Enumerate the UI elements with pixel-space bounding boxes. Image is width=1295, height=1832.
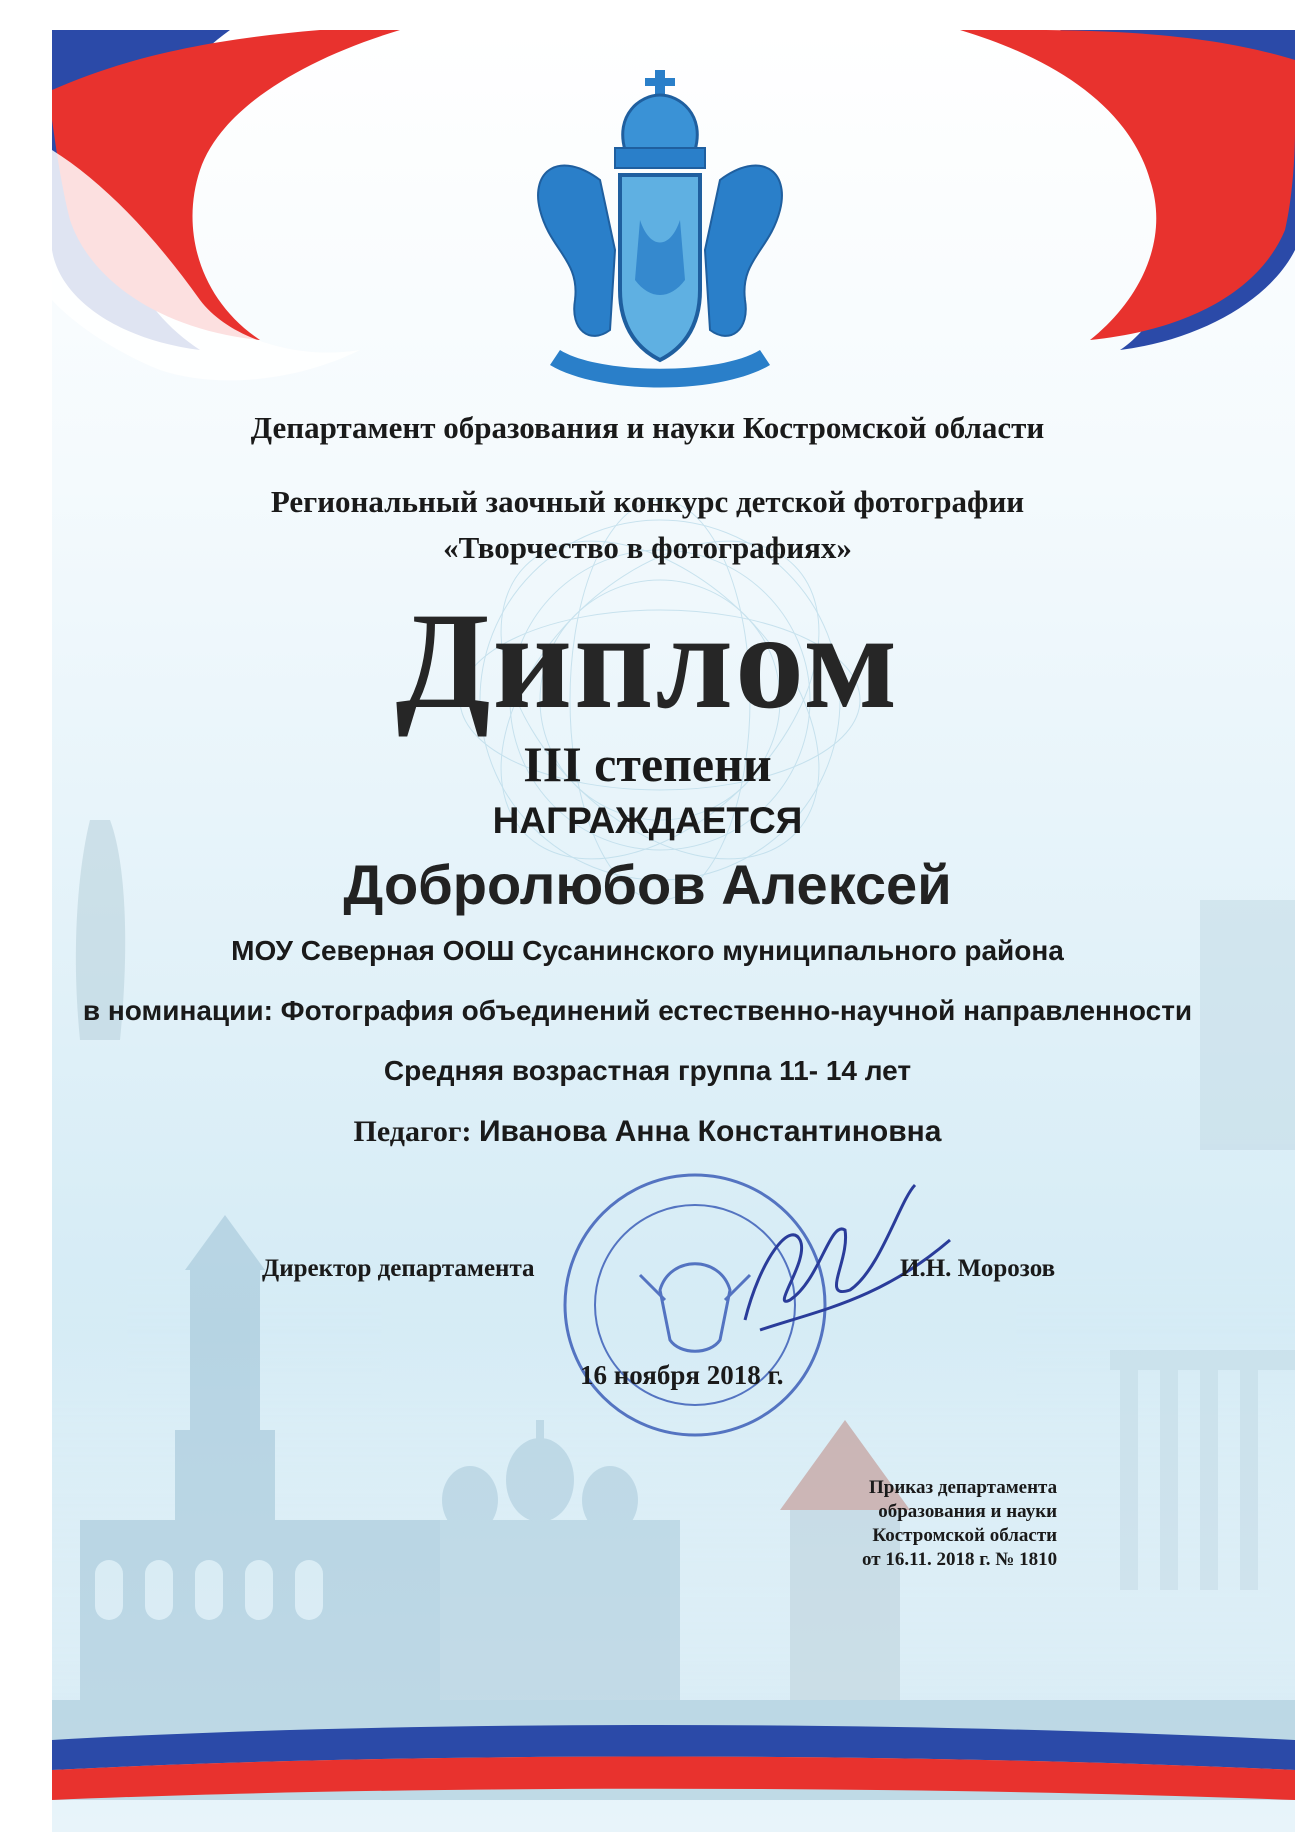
order-reference — [862, 1476, 1057, 1572]
contest-title-line-1: Региональный заочный конкурс детской фотографии — [270, 484, 1025, 519]
awarded-label: НАГРАЖДАЕТСЯ — [492, 800, 803, 841]
order-line-1: Приказ департамента — [869, 1477, 1058, 1498]
contest-title-line-2: «Творчество в фотографиях» — [443, 530, 852, 565]
age-group: Средняя возрастная группа 11- 14 лет — [383, 1055, 912, 1086]
teacher-name: Иванова Анна Константиновна — [478, 1115, 942, 1148]
diploma-title: Диплом — [395, 584, 900, 737]
left-flag-ribbon — [52, 30, 400, 380]
kostroma-coat-of-arms — [538, 70, 782, 388]
director-name: И.Н. Морозов — [900, 1255, 1056, 1282]
order-line-2: образования и науки — [878, 1501, 1058, 1522]
diploma-degree: III степени — [523, 736, 772, 792]
right-flag-ribbon — [960, 30, 1295, 350]
issue-date: 16 ноября 2018 г. — [580, 1360, 784, 1390]
nomination: в номинации: Фотография объединений естественно-научной направленности — [82, 995, 1193, 1026]
city-skyline-illustration — [52, 820, 1295, 1800]
order-line-4: от 16.11. 2018 г. № 1810 — [862, 1549, 1058, 1570]
teacher-label: Педагог: — [353, 1115, 472, 1148]
department-name: Департамент образования и науки Костромской области — [250, 410, 1045, 445]
bottom-flag-strip — [52, 1725, 1295, 1800]
recipient-name: Добролюбов Алексей — [343, 853, 952, 916]
school-name: МОУ Северная ООШ Сусанинского муниципального района — [231, 935, 1064, 966]
order-line-3: Костромской области — [872, 1525, 1058, 1546]
teacher-line — [0, 1115, 1295, 1149]
director-position: Директор департамента — [262, 1255, 535, 1282]
